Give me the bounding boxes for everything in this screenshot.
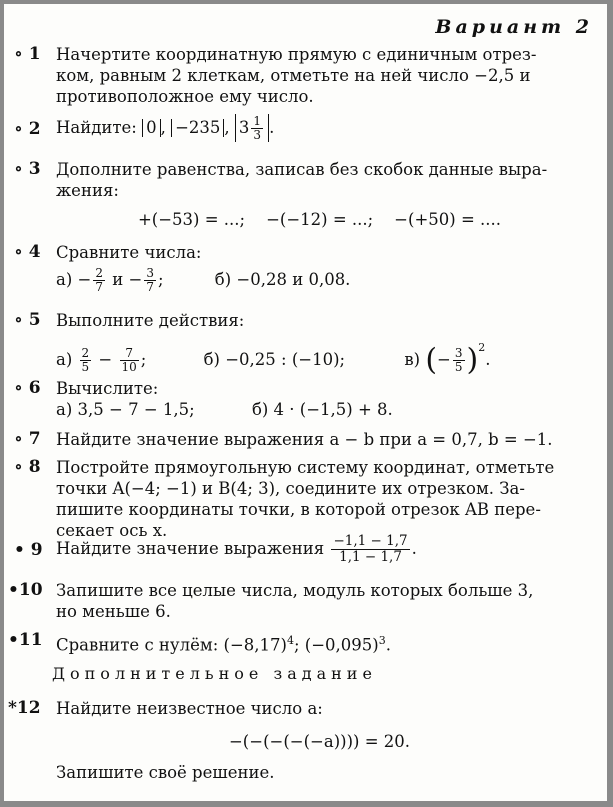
task-3-line-1: Дополните равенства, записав без скобок данные выра-: [56, 160, 548, 179]
task-5-b: б) −0,25 : (−10);: [203, 350, 346, 369]
task-4-text: Сравните числа:: [56, 243, 202, 262]
task-12-formula: −(−(−(−(−a)))) = 20.: [228, 732, 411, 751]
worksheet-page: Вариант 2 ∘ 1 Начертите координатную прямую с единичным отрез- ком, равным 2 клеткам, отметьте на ней число −2,5 и противоположное ему число. ∘ 2 Найдите: 0 , −235 , 3 $\frac{1}{3}$ . ∘ 3 Дополните равенства, записав без скобок данные выра- жения: +(−53) = ...; −(−12) = ...; −(+50) = .... ∘ 4 Сравните числа: а) − $\frac{2}{7}$ и − $\frac{3}{7}$ ; б) −0,28 и 0,08. ∘ 5 Выполните действия: а) $\frac{2}{5}$ − $\frac{7}{10}$ ; б) −0,25 : (−10); в) (− $\frac{3}{5}$ )$^2$. ∘ 6 Вычислите: а) 3,5 − 7 − 1,5; б) 4 · (−1,5) + 8. ∘ 7 Найдите значение выражения a − b при a = 0,7, b = −1. ∘ 8 Постройте прямоугольную систему координат, отметьте точки A(−4; −1) и B(4; 3), соедините их отрезком. За- пишите координаты точки, в которой отрезок AB пере- секает ось x. • 9 Найдите значение выражения $\frac{-1,1 - 1,7}{1,1 - 1,7}$ . •10 Запишите все целые числа, модуль которых больше 3, но меньше 6. •11 Сравните с нулём: $(-8,17)^4$; $(-0,095)^3$. Дополнительное задание *12 Найдите неизвестное число a: −(−(−(−(−a)))) = 20. Запишите своё решение.: [4, 4, 607, 801]
task-1-line-2: ком, равным 2 клеткам, отметьте на ней число −2,5 и: [56, 66, 531, 85]
task-11-text: Сравните с нулём: $(-8,17)^4$; $(-0,095)^3$.: [56, 634, 391, 655]
task-3-line-2: жения:: [56, 181, 119, 200]
task-12-number: *12: [8, 698, 41, 718]
task-5-text: Выполните действия:: [56, 311, 245, 330]
task-3-formula: +(−53) = ...; −(−12) = ...; −(+50) = ....: [137, 210, 502, 229]
task-6-number: ∘ 6: [14, 378, 41, 398]
task-3-number: ∘ 3: [14, 159, 41, 179]
task-5-number: ∘ 5: [14, 310, 41, 330]
task-4-items: а) − $\frac{2}{7}$ и − $\frac{3}{7}$ ; б) −0,28 и 0,08.: [56, 266, 351, 294]
task-10-number: •10: [8, 580, 43, 600]
task-12-text: Найдите неизвестное число a:: [56, 699, 323, 718]
task-12-note: Запишите своё решение.: [56, 763, 275, 782]
task-8-number: ∘ 8: [14, 457, 41, 477]
abs-value-1: 0: [142, 119, 161, 137]
task-7-number: ∘ 7: [14, 429, 41, 449]
task-10-line-1: Запишите все целые числа, модуль которых больше 3,: [56, 581, 534, 600]
task-5-c: в) (− $\frac{3}{5}$ )$^2$.: [404, 341, 491, 378]
task-7-text: Найдите значение выражения a − b при a = 0,7, b = −1.: [56, 430, 553, 449]
abs-value-3: 3 $\frac{1}{3}$: [235, 114, 269, 142]
task-9-number: • 9: [14, 540, 43, 560]
extra-task-heading: Дополнительное задание: [52, 664, 377, 683]
task-11-number: •11: [8, 630, 43, 650]
task-1-line-1: Начертите координатную прямую с единичным отрез-: [56, 45, 537, 64]
abs-value-2: −235: [171, 119, 224, 137]
task-1-number: ∘ 1: [14, 44, 41, 64]
task-4-b: б) −0,28 и 0,08.: [214, 270, 351, 289]
task-8-line-3: пишите координаты точки, в которой отрезок AB пере-: [56, 500, 541, 519]
task-4-number: ∘ 4: [14, 242, 41, 262]
task-8-line-1: Постройте прямоугольную систему координат, отметьте: [56, 458, 555, 477]
task-9-fraction: $\frac{-1,1 - 1,7}{1,1 - 1,7}$: [333, 533, 408, 565]
task-2-text: Найдите:: [56, 118, 137, 137]
task-9-text: Найдите значение выражения: [56, 539, 325, 558]
task-6-items: а) 3,5 − 7 − 1,5; б) 4 · (−1,5) + 8.: [56, 400, 393, 419]
task-6-text: Вычислите:: [56, 379, 159, 398]
task-8-line-4: секает ось x.: [56, 521, 168, 540]
task-10-line-2: но меньше 6.: [56, 602, 171, 621]
task-5-items: а) $\frac{2}{5}$ − $\frac{7}{10}$ ; б) −0,25 : (−10); в) (− $\frac{3}{5}$ )$^2$.: [56, 341, 491, 378]
task-8-line-2: точки A(−4; −1) и B(4; 3), соедините их отрезком. За-: [56, 479, 525, 498]
variant-title: Вариант 2: [435, 16, 593, 38]
task-2-number: ∘ 2: [14, 119, 41, 139]
task-1-line-3: противоположное ему число.: [56, 87, 314, 106]
